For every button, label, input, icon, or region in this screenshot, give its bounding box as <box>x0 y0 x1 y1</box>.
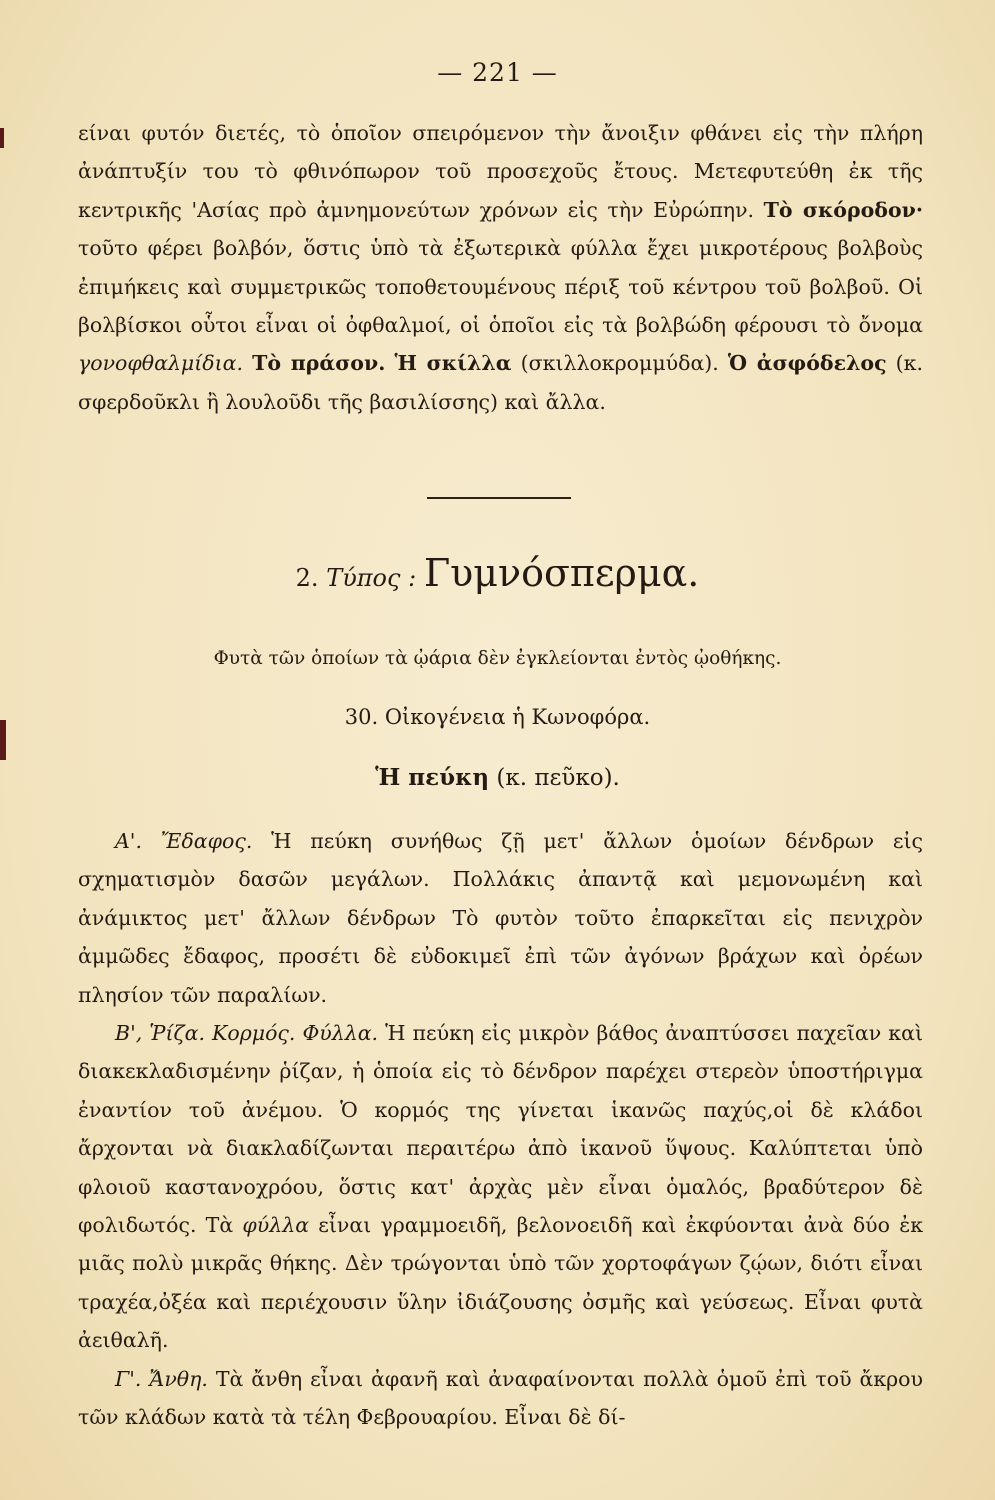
section-c-title: Ἄνθη. <box>149 1366 208 1391</box>
section-c-text: Τὰ ἄνθη εἶναι ἀφανῆ καὶ ἀναφαίνονται πολλὰ ὁμοῦ ἐπὶ τοῦ ἄκρου τῶν κλάδων κατὰ τὰ τέλη Φεβρουαρίου. Εἶναι δὲ δί- <box>78 1366 923 1430</box>
type-caption: Φυτὰ τῶν ὁποίων τὰ ᾠάρια δὲν ἐγκλείονται ἐντὸς ᾠοθήκης. <box>213 648 782 669</box>
section-a-title: Ἔδαφος. <box>160 829 253 853</box>
family-heading: 30. Οἰκογένεια ἡ Κωνοφόρα. <box>344 705 651 729</box>
species-common-name: (κ. πεῦκο). <box>489 765 620 791</box>
term-skorodon: Τὸ σκόροδον· <box>763 197 923 222</box>
section-b-label: Β', <box>115 1021 143 1046</box>
species-name: Ἡ πεύκη <box>375 764 490 791</box>
margin-mark-top <box>0 128 4 148</box>
type-label: Τύπος : <box>326 564 417 592</box>
top-paragraph <box>78 114 923 421</box>
section-a-text: Ἡ πεύκη συνήθως ζῇ μετ' ἄλλων ὁμοίων δένδρων εἰς σχηματισμὸν δασῶν μεγάλων. Πολλάκις ἀπαντᾷ καὶ μεμονωμένη καὶ ἀνάμικτος μετ' ἄλλων δένδρων Τὸ φυτὸν τοῦτο ἐπαρκεῖται εἰς πενιχρὸν ἀμμῶδες ἔδαφος, προσέτι δὲ εὐδοκιμεῖ ἐπὶ τῶν ἀγόνων βράχων καὶ ὀρέων πλησίον τῶν παραλίων. <box>78 829 923 1007</box>
section-b-title: Ῥίζα. Κορμός. Φύλλα. <box>149 1021 379 1046</box>
term-prason: Τὸ πράσον. <box>252 351 386 376</box>
term-gonofthalmidia: γονοφθαλμίδια. <box>78 351 244 376</box>
term-fylla: φύλλα <box>242 1213 310 1238</box>
section-b <box>78 1014 923 1360</box>
term-asfodelos: Ὁ ἀσφόδελος <box>727 351 887 376</box>
section-divider <box>427 497 571 499</box>
paragraph-text: τοῦτο φέρει βολβόν, ὅστις ὑπὸ τὰ ἐξωτερικὰ φύλλα ἔχει μικροτέρους βολβοὺς ἐπιμήκεις καὶ συμμετρικῶς τοποθετουμένους πέριξ τοῦ κέντρου τοῦ βολβοῦ. Οἱ βολβίσκοι οὗτοι εἶναι οἱ ὀφθαλμοί, οἱ ὁποῖοι εἰς τὰ βολβώδη φέρουσι τὸ ὄνομα <box>78 236 923 338</box>
paragraph-text: είναι φυτόν διετές, τὸ ὁποῖον σπειρόμενον τὴν ἄνοιξιν φθάνει εἰς τὴν πλήρη ἀνάπτυξίν του τὸ φθινόπωρον τοῦ προσεχοῦς ἔτους. Μετεφυτεύθη ἐκ τῆς κεντρικῆς 'Ασίας πρὸ ἀμνημονεύτων χρόνων εἰς τὴν Εὐρώπην. <box>78 121 923 222</box>
section-a-label: Α'. <box>115 829 142 853</box>
term-skilla: Ἡ σκίλλα <box>394 351 512 376</box>
species-heading <box>0 764 995 791</box>
paragraph-text: (κ. σφερδοῦκλι ἢ λουλοῦδι τῆς βασιλίσσης) καὶ ἄλλα. <box>78 351 923 414</box>
section-a <box>78 822 923 1014</box>
type-heading <box>0 551 995 595</box>
section-b-text: εἶναι γραμμοειδῆ, βελονοειδῆ καὶ ἐκφύονται ἀνὰ δύο ἐκ μιᾶς πολὺ μικρᾶς θήκης. Δὲν τρώγονται ὑπὸ τῶν χορτοφάγων ζῴων, διότι εἶναι τραχέα,ὀξέα καὶ περιέχουσιν ὕλην ἰδιάζουσης ὀσμῆς καὶ γεύσεως. Εἶναι φυτὰ ἀειθαλῆ. <box>78 1213 924 1353</box>
section-b-text: Ἡ πεύκη εἰς μικρὸν βάθος ἀναπτύσσει παχεῖαν καὶ διακεκλαδισμένην ῥίζαν, ἡ ὁποία εἰς τὸ δένδρον παρέχει στερεὸν ὑποστήριγμα ἐναντίον τοῦ ἀνέμου. Ὁ <box>78 1021 923 1122</box>
type-number: 2. <box>295 564 319 592</box>
section-c <box>78 1360 923 1437</box>
section-b-text: της γίνεται ἱκανῶς παχύς,οἱ δὲ κλάδοι ἄρχονται νὰ διακλαδίζωνται περαιτέρω ἀπὸ ἱκανοῦ ὕψους. Καλύπτεται ὑπὸ φλοιοῦ καστανοχρόου, ὅστις κατ' ἀρχὰς μὲν εἶναι ὁμαλός, βραδύτερον δὲ φολιδωτός. Τὰ <box>78 1097 923 1238</box>
term-kormos: κορμός <box>374 1097 449 1122</box>
section-c-label: Γ'. <box>115 1366 142 1391</box>
species-description <box>78 822 923 1437</box>
type-name: Γυμνόσπερμα. <box>423 551 700 595</box>
page-number: — 221 — <box>437 58 558 87</box>
paragraph-text: (σκιλλοκρομμύδα). <box>511 351 728 376</box>
